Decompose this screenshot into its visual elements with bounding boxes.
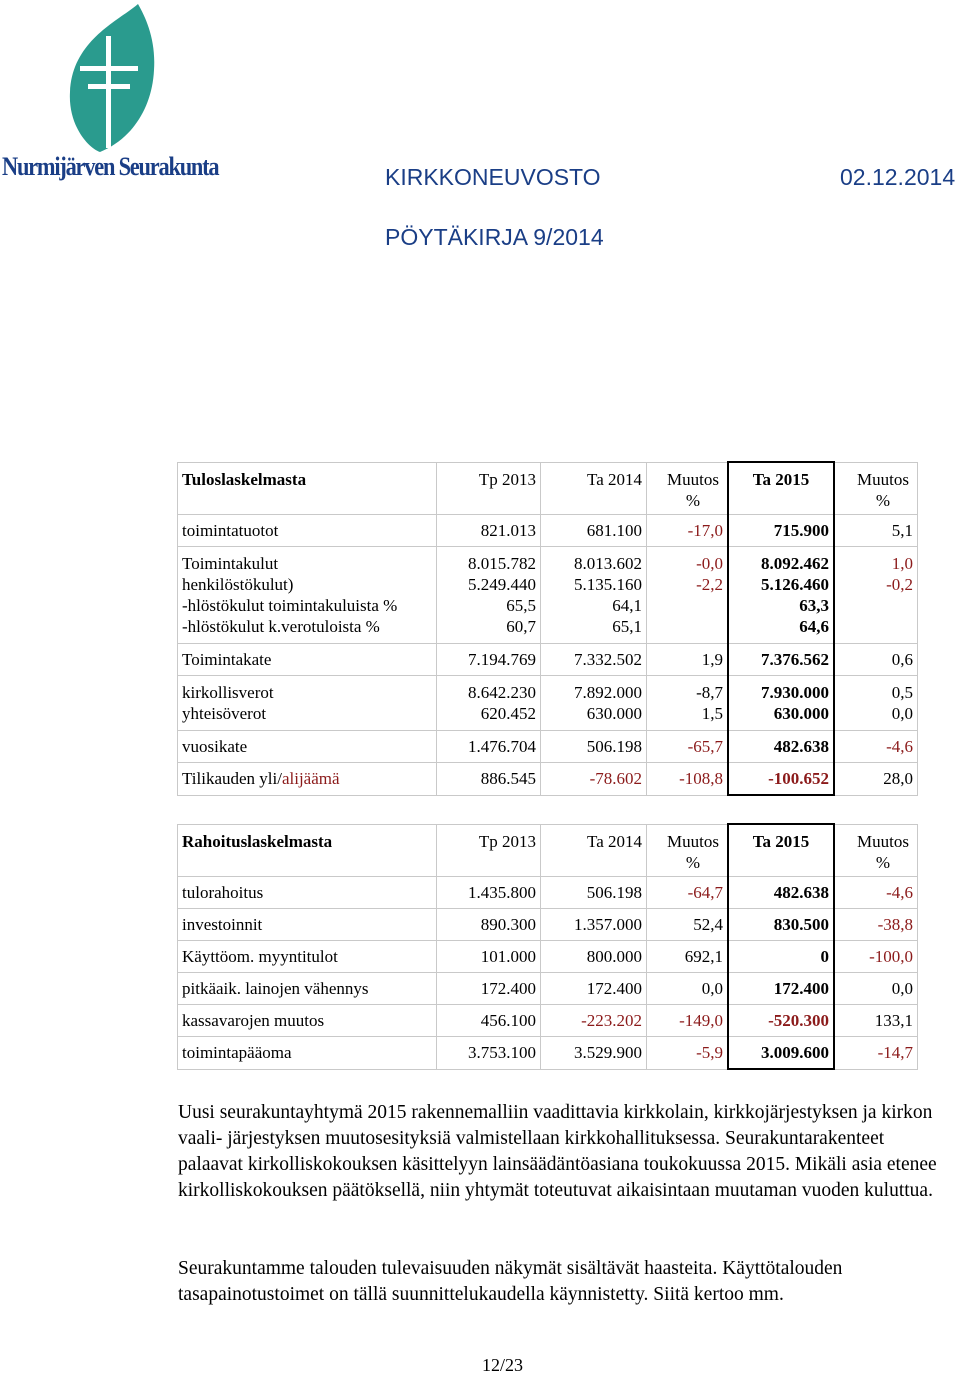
cell-change: -64,7 — [647, 877, 729, 909]
table-header-row — [178, 824, 918, 877]
cell-ta2014: -78.602 — [541, 763, 647, 796]
col-header-change-text: Muutos % — [667, 469, 719, 510]
col-header-change2-text: Muutos % — [857, 469, 909, 510]
paragraph-structure-reform: Uusi seurakuntayhtymä 2015 rakennemalliin vaadittavia kirkkolain, kirkkojärjestyksen ja kirkon vaali- järjestyksen muutosesityksiä valmistellaan kirkkohallituksessa. Seurakuntarakenteet palaavat kirkolliskokouksen käsittelyyn lainsäädäntöasiana toukokuussa 2015. Mikäli asia etenee kirkolliskokouksen päätöksellä, niin yhtymät toteutuvat aikaisintaan muutaman vuoden kuluttua. — [178, 1102, 937, 1201]
cell-change: 0,0 — [647, 973, 729, 1005]
table-row — [178, 973, 918, 1005]
col-header-ta2015: Ta 2015 — [728, 462, 834, 515]
cell-ta2015: 482.638 — [728, 731, 834, 763]
cell-tp2013: 1.476.704 — [437, 731, 541, 763]
col-header-tp2013: Tp 2013 — [437, 824, 541, 877]
table-row — [178, 515, 918, 547]
cell-tp2013: 456.100 — [437, 1005, 541, 1037]
page-number: 12/23 — [482, 1355, 524, 1375]
cell-change: -149,0 — [647, 1005, 729, 1037]
cell-ta2015: 482.638 — [728, 877, 834, 909]
col-header-change2 — [834, 824, 918, 877]
col-header-change-text: Muutos % — [667, 831, 719, 872]
cell-ta2014: 7.892.000 630.000 — [541, 676, 647, 731]
table-header-row — [178, 462, 918, 515]
cell-ta2015: 3.009.600 — [728, 1037, 834, 1070]
cell-tp2013: 8.642.230 620.452 — [437, 676, 541, 731]
row-label: vuosikate — [178, 731, 437, 763]
cell-ta2014: -223.202 — [541, 1005, 647, 1037]
cell-tp2013: 890.300 — [437, 909, 541, 941]
cell-tp2013: 7.194.769 — [437, 644, 541, 676]
table-row — [178, 1037, 918, 1070]
row-label: toimintatuotot — [178, 515, 437, 547]
cell-tp2013: 821.013 — [437, 515, 541, 547]
col-header-change — [647, 462, 729, 515]
col-header-ta2014: Ta 2014 — [541, 462, 647, 515]
cell-ta2014: 1.357.000 — [541, 909, 647, 941]
col-header-change2 — [834, 462, 918, 515]
row-label: Toimintakulut henkilöstökulut) -hlöstökulut toimintakuluista % -hlöstökulut k.verotuloista % — [178, 547, 437, 644]
cell-tp2013: 101.000 — [437, 941, 541, 973]
col-header-label: Tuloslaskelmasta — [178, 462, 437, 515]
cell-ta2015: 715.900 — [728, 515, 834, 547]
row-label — [178, 763, 437, 796]
cell-ta2015: -100.652 — [728, 763, 834, 796]
cell-ta2014: 506.198 — [541, 731, 647, 763]
cell-ta2014: 3.529.900 — [541, 1037, 647, 1070]
cell-change: 692,1 — [647, 941, 729, 973]
cell-change2: -4,6 — [834, 877, 918, 909]
cell-change2: 28,0 — [834, 763, 918, 796]
row-label-surplus: Tilikauden yli/ — [182, 769, 282, 789]
cell-ta2014: 172.400 — [541, 973, 647, 1005]
col-header-label: Rahoituslaskelmasta — [178, 824, 437, 877]
cell-change: -5,9 — [647, 1037, 729, 1070]
col-header-ta2015: Ta 2015 — [728, 824, 834, 877]
income-table — [177, 461, 918, 796]
cell-tp2013: 172.400 — [437, 973, 541, 1005]
table-row — [178, 877, 918, 909]
cell-ta2015: 8.092.462 5.126.460 63,3 64,6 — [728, 547, 834, 644]
cell-change2: 0,5 0,0 — [834, 676, 918, 731]
table-row — [178, 909, 918, 941]
table-row — [178, 676, 918, 731]
cell-ta2014: 506.198 — [541, 877, 647, 909]
row-label: kirkollisverot yhteisöverot — [178, 676, 437, 731]
org-name: Nurmijärven Seurakunta — [2, 152, 219, 181]
table-row — [178, 1005, 918, 1037]
table-row — [178, 941, 918, 973]
row-label: toimintapääoma — [178, 1037, 437, 1070]
cell-ta2015: 0 — [728, 941, 834, 973]
cell-change: 1,9 — [647, 644, 729, 676]
cell-change: -65,7 — [647, 731, 729, 763]
cell-change: -17,0 — [647, 515, 729, 547]
financing-table — [177, 823, 918, 1070]
meeting-date: 02.12.2014 — [840, 164, 956, 190]
cell-ta2015: 830.500 — [728, 909, 834, 941]
row-label: Käyttöom. myyntitulot — [178, 941, 437, 973]
table-row — [178, 644, 918, 676]
table-row — [178, 731, 918, 763]
cell-change2: -14,7 — [834, 1037, 918, 1070]
cell-change2: 1,0 -0,2 — [834, 547, 918, 644]
logo — [0, 0, 219, 190]
cell-tp2013: 886.545 — [437, 763, 541, 796]
row-label: Toimintakate — [178, 644, 437, 676]
cell-tp2013: 8.015.782 5.249.440 65,5 60,7 — [437, 547, 541, 644]
row-label: pitkäaik. lainojen vähennys — [178, 973, 437, 1005]
meeting-title: KIRKKONEUVOSTO — [385, 164, 601, 190]
cell-ta2014: 800.000 — [541, 941, 647, 973]
document-title: PÖYTÄKIRJA 9/2014 — [385, 224, 604, 250]
cell-ta2015: 7.376.562 — [728, 644, 834, 676]
cell-change2: 0,0 — [834, 973, 918, 1005]
cell-change2: -100,0 — [834, 941, 918, 973]
cell-change2: 5,1 — [834, 515, 918, 547]
row-label-deficit: alijäämä — [281, 769, 340, 789]
cell-change: -108,8 — [647, 763, 729, 796]
cell-ta2015: 7.930.000 630.000 — [728, 676, 834, 731]
leaf-cross-icon — [60, 0, 160, 160]
col-header-change2-text: Muutos % — [857, 831, 909, 872]
paragraph-finance-outlook: Seurakuntamme talouden tulevaisuuden näkymät sisältävät haasteita. Käyttötalouden tasapainotustoimet on tällä suunnittelukaudella käynnistetty. Siitä kertoo mm. — [178, 1258, 843, 1305]
cell-ta2014: 7.332.502 — [541, 644, 647, 676]
cell-change2: 0,6 — [834, 644, 918, 676]
cell-change: -8,7 1,5 — [647, 676, 729, 731]
row-label: investoinnit — [178, 909, 437, 941]
cell-ta2015: 172.400 — [728, 973, 834, 1005]
col-header-change — [647, 824, 729, 877]
table-row — [178, 547, 918, 644]
row-label: kassavarojen muutos — [178, 1005, 437, 1037]
table-row — [178, 763, 918, 796]
cell-change: -0,0 -2,2 — [647, 547, 729, 644]
cell-change2: -4,6 — [834, 731, 918, 763]
cell-change2: 133,1 — [834, 1005, 918, 1037]
cell-change2: -38,8 — [834, 909, 918, 941]
cell-ta2014: 8.013.602 5.135.160 64,1 65,1 — [541, 547, 647, 644]
cell-ta2014: 681.100 — [541, 515, 647, 547]
row-label: tulorahoitus — [178, 877, 437, 909]
cell-change: 52,4 — [647, 909, 729, 941]
cell-ta2015: -520.300 — [728, 1005, 834, 1037]
col-header-tp2013: Tp 2013 — [437, 462, 541, 515]
cell-tp2013: 1.435.800 — [437, 877, 541, 909]
cell-tp2013: 3.753.100 — [437, 1037, 541, 1070]
col-header-ta2014: Ta 2014 — [541, 824, 647, 877]
